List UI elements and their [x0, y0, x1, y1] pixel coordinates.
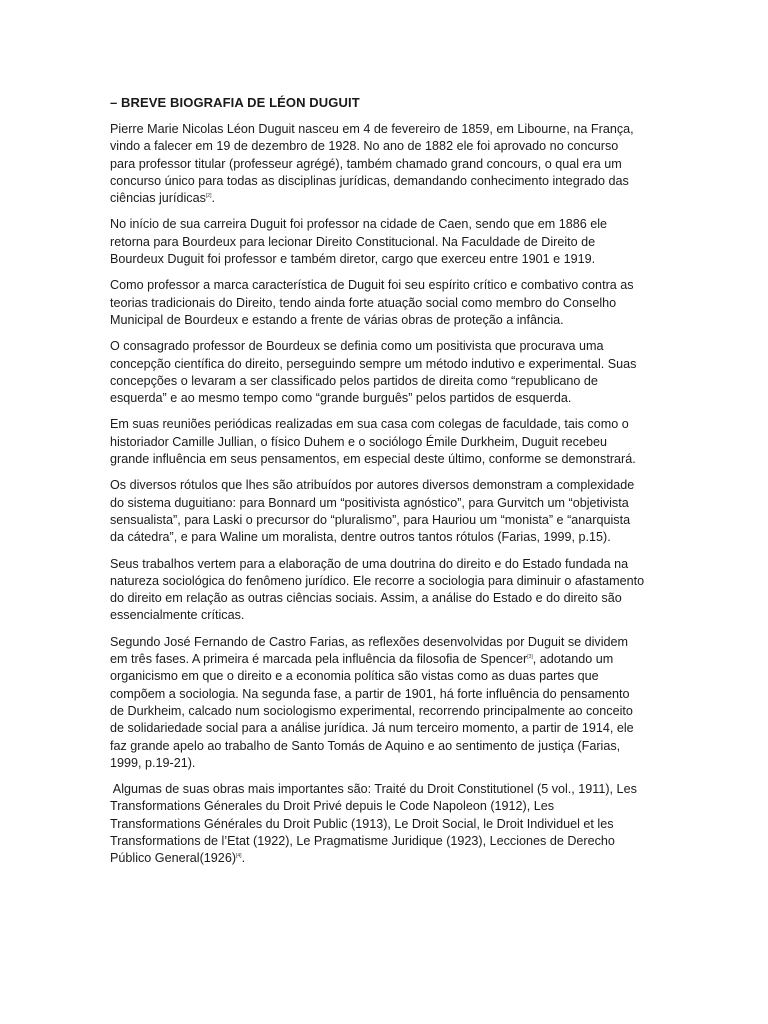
paragraph-professor	[110, 277, 658, 329]
text-line: de Durkheim, calcado num sociologismo experimental, recorrendo principalmente ao conceito	[110, 703, 633, 718]
text-line: Transformations Générales du Droit Public (1913), Le Droit Social, le Droit Individuel et les	[110, 816, 614, 831]
text-fragment: , adotando um	[532, 652, 614, 667]
paragraph-labels	[110, 477, 658, 546]
text-fragment: .	[241, 851, 246, 866]
footnote-ref-2[interactable]: [2]	[205, 193, 212, 200]
text-fragment: .	[211, 191, 215, 206]
paragraph-works-sociology	[110, 556, 658, 625]
text-line: Segundo José Fernando de Castro Farias, as reflexões desenvolvidas por Duguit se dividem	[110, 634, 629, 649]
text-fragment: Público General(1926)	[110, 851, 237, 866]
text-line: compõem a sociologia. Na segunda fase, a partir de 1901, há forte influência do pensamento	[110, 686, 630, 701]
text-line: Transformations de l’Etat (1922), Le Pragmatisme Juridique (1923), Lecciones de Derecho	[110, 833, 615, 848]
section-title: – BREVE BIOGRAFIA DE LÉON DUGUIT	[110, 95, 360, 110]
text-line: esquerda” e ao mesmo tempo como “grande burguês” pelos partidos de esquerda.	[110, 391, 572, 406]
text-line: de solidariedade social para a análise jurídica. Já num terceiro momento, a partir de 1914, ele	[110, 721, 634, 736]
text-line: organicismo em que o direito e a economia política são vistas como as duas partes que	[110, 669, 599, 684]
text-line: concepção científica do direito, perseguindo sempre um método indutivo e experimental. Suas	[110, 356, 637, 371]
text-fragment: ciências jurídicas	[110, 191, 206, 206]
text-line: retorna para Bourdeux para lecionar Direito Constitucional. Na Faculdade de Direito de	[110, 234, 596, 249]
text-line: Bourdeux Duguit foi professor e também diretor, cargo que exerceu entre 1901 e 1919.	[110, 252, 596, 267]
text-line: do direito em relação as outras ciências sociais. Assim, a análise do Estado e do direito são	[110, 591, 622, 606]
text-line	[110, 190, 658, 207]
paragraph-birth	[110, 121, 658, 207]
paragraph-main-works	[110, 781, 658, 867]
paragraph-meetings	[110, 416, 658, 468]
text-line: vindo a falecer em 19 de dezembro de 1928. No ano de 1882 ele foi aprovado no concurso	[110, 139, 619, 154]
text-line: Como professor a marca característica de Duguit foi seu espírito crítico e combativo contra as	[110, 278, 634, 293]
text-line: grande influência em seus pensamentos, em especial deste último, conforme se demonstrará.	[110, 452, 636, 467]
text-line: essencialmente críticas.	[110, 608, 245, 623]
text-line: concurso único para todas as disciplinas jurídicas, demandando conhecimento integrado das	[110, 173, 629, 188]
footnote-ref-4[interactable]: [4]	[236, 853, 242, 860]
document-page	[110, 94, 658, 877]
text-line: concepções o levaram a ser classificado pelos partidos de direita como “republicano de	[110, 373, 598, 388]
text-line: Em suas reuniões periódicas realizadas em sua casa com colegas de faculdade, tais como o	[110, 417, 629, 432]
text-line: historiador Camille Jullian, o físico Duhem e o sociólogo Émile Durkheim, Duguit recebeu	[110, 434, 607, 449]
text-line: No início de sua carreira Duguit foi professor na cidade de Caen, sendo que em 1886 ele	[110, 217, 608, 232]
text-line: para professor titular (professeur agrégé), também chamado grand concours, o qual era um	[110, 156, 622, 171]
text-line: Pierre Marie Nicolas Léon Duguit nasceu em 4 de fevereiro de 1859, em Libourne, na França,	[110, 122, 634, 136]
paragraph-phases	[110, 634, 658, 772]
text-line: Transformations Génerales du Droit Privé depuis le Code Napoleon (1912), Les	[110, 799, 555, 814]
text-line: Seus trabalhos vertem para a elaboração de uma doutrina do direito e do Estado fundada na	[110, 556, 629, 571]
text-line: 1999, p.19-21).	[110, 755, 196, 770]
text-fragment: em três fases. A primeira é marcada pela influência da filosofia de Spencer	[110, 652, 528, 667]
footnote-ref-3[interactable]: [3]	[527, 654, 533, 661]
text-line: sensualista”, para Laski o precursor do “pluralismo”, para Hauriou um “monista” e “anarquista	[110, 512, 631, 527]
paragraph-positivist	[110, 338, 658, 407]
paragraph-career	[110, 216, 658, 268]
text-line	[110, 651, 658, 668]
text-line: Municipal de Bourdeux e estando a frente de várias obras de proteção a infância.	[110, 312, 564, 327]
text-line	[110, 850, 658, 867]
text-line: Os diversos rótulos que lhes são atribuídos por autores diversos demonstram a complexidade	[110, 478, 635, 493]
text-line: da cátedra”, e para Waline um moralista, dentre outros tantos rótulos (Farias, 1999, p.15).	[110, 530, 611, 545]
text-line: teorias tradicionais do Direito, tendo ainda forte atuação social como membro do Conselho	[110, 295, 617, 310]
text-line: O consagrado professor de Bourdeux se definia como um positivista que procurava uma	[110, 339, 604, 354]
text-line: Algumas de suas obras mais importantes são: Traité du Droit Constitutionel (5 vol., 1911), Les	[110, 782, 637, 797]
text-line: natureza sociológica do fenômeno jurídico. Ele recorre a sociologia para diminuir o afastamento	[110, 573, 645, 588]
text-line: do sistema duguitiano: para Bonnard um “positivista agnóstico”, para Gurvitch um “objetivista	[110, 495, 629, 510]
text-line: faz grande apelo ao trabalho de Santo Tomás de Aquino e ao sentimento de justiça (Farias,	[110, 738, 621, 753]
